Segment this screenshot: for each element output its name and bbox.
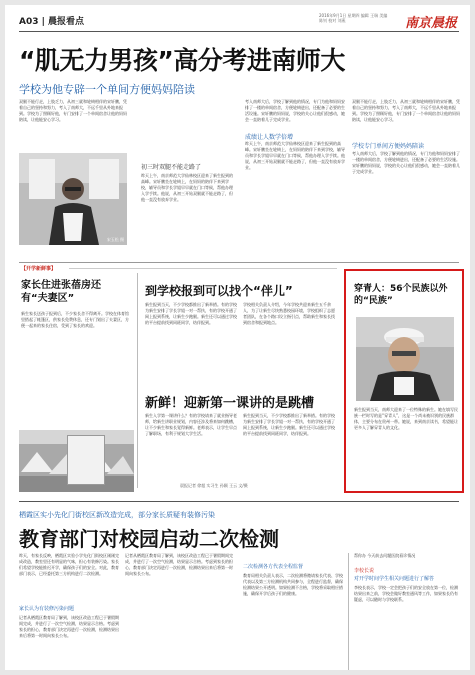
lead-section-head-1: 成绩让人数学倍增 <box>245 134 294 141</box>
bottom-kicker: 栖霞区实小先化门街校区新改造完成，部分家长质疑有装修污染 <box>19 511 215 519</box>
book-photo <box>67 435 105 485</box>
lead-headline: “肌无力男孩”高分考进南师大 <box>19 46 345 75</box>
highlight-photo <box>356 317 454 401</box>
feature-credits: 晨报记者 徐超 实习生 孙颖 王云 文/摄 <box>180 483 248 488</box>
bottom-headline: 教育部门对校园启动二次检测 <box>19 527 279 551</box>
girl-with-cap-illustration <box>356 317 454 401</box>
bottom-col1-body-2: 记者从栖霞区教育局了解到，该校区改造工程已于暑假期间完成，并进行了一次空气检测，结果显示合格。考虑到家长的担心，教育部门决定再进行一次检测，检测结果出来后将第一时间向家长公布。 <box>19 615 119 638</box>
divider-tag <box>69 268 337 269</box>
student-photo-illustration <box>19 153 127 245</box>
bottom-col3-body: 教育局相关负责人表示，二次检测将邀请家长代表、学校代表以及第三方检测机构共同参与，全程进行监督，确保检测结果公开透明。如果检测不合格，学校将采取相应措施，确保开学后孩子们的健康。 <box>243 573 343 596</box>
bottom-col4-head: 李校长说 <box>354 568 375 574</box>
feature-left-body: 新生家长送孩子报到后，不少家长舍不得离开。学校在体育馆里搭起了帐篷区，供家长免费休息，还专门划出了夫妻区，方便一起来的家长住宿，受到了家长的欢迎。 <box>21 311 129 328</box>
lead-body-col4-top: 双腿不能行走，上肢乏力，从初三就和轮椅相伴的宋轩鹏，凭着自己的坚持和努力，考入了南师大，不远千里从外地来报到。学校为了照顾好他，专门安排了一个单间宿舍让他的妈妈陪读，让他能安心学习。 <box>352 99 460 122</box>
newspaper-page <box>5 5 470 670</box>
lead-subheadline: 学校为他专辟一个单间方便妈妈陪读 <box>19 83 195 96</box>
bottom-col4-note: 帮你办 今天前去问题医院看诊情况 <box>354 553 416 558</box>
highlight-box <box>344 269 464 493</box>
column-rule-bottom <box>348 553 349 670</box>
bottom-col2-body: 记者从栖霞区教育局了解到，该校区改造工程已于暑假期间完成，并进行了一次空气检测，结果显示合格。考虑到家长的担心，教育部门决定再进行一次检测，检测结果出来后将第一时间向家长公布。 <box>125 553 233 576</box>
feature-left-headline: 家长住进张蓓房还有“夫妻区” <box>21 280 101 304</box>
bottom-col1-body: 昨天，有家长反映，栖霞区实验小学先化门街校区刚刚完成改造，教室里还有明显的气味，担心有装修污染。家长们希望学校能推迟开学，确保孩子们的安全。对此，教育部门表示，已经委托第三方机构进行二次检测。 <box>19 553 119 576</box>
lead-photo <box>19 153 127 245</box>
lead-body-col4: 考入南师大后，学校了解到他的情况，专门为他和妈妈安排了一楼的单间宿舍，方便轮椅进出，还配备了必要的生活设施。宋轩鹏的妈妈说，学校的关心让他们很感动，她会一直陪着儿子完成学业。 <box>352 151 460 174</box>
section-label: A03 | 晨报看点 <box>19 17 85 27</box>
bottom-col4-sub: 对开学时间学生相关问题进行了解答 <box>354 576 435 582</box>
bottom-col4-body: 李校长表示，学校一定会把孩子们的安全放在第一位，检测结果出来之前，学校会做好教室通风等工作，如果家长仍有疑虑，可以随时与学校联系。 <box>354 585 458 602</box>
feature-middle-headline: 到学校报到可以找个“伴儿” <box>145 284 293 298</box>
divider-top <box>19 262 459 263</box>
lead-body-col3: 昨天上午，南京师范大学仙林校区迎来了新生报到的高峰。宋轩鹏坐在轮椅上，在妈妈的陪伴下来到学校，辅导员和学长学姐早早就在门口等候，帮他办理入学手续。他说，从初三开始双腿就不能走路了，但他一直没有放弃学业。 <box>245 141 345 170</box>
lead-body-intro: 双腿不能行走，上肢乏力，从初三就和轮椅相伴的宋轩鹏，凭着自己的坚持和努力，考入了南师大，不远千里从外地来报到。学校为了照顾好他，专门安排了一个单间宿舍让他的妈妈陪读，让他能安心学习。 <box>19 99 127 122</box>
lead-body-col3-top: 考入南师大后，学校了解到他的情况，专门为他和妈妈安排了一楼的单间宿舍，方便轮椅进出，还配备了必要的生活设施。宋轩鹏的妈妈说，学校的关心让他们很感动，她会一直陪着儿子完成学业。 <box>245 99 345 122</box>
highlight-body: 新生报到当天，南师大迎来了一位特殊的新生。她在填写民族一栏时写的是“穿青人”，这是一个尚未被识别的民族群体，主要分布在贵州一带。她说，来到南京读书，希望能让更多人了解穿青人的文化。 <box>354 407 458 430</box>
pull-quote: 初三时双腿不能走路了 <box>141 164 202 171</box>
page-header <box>19 11 459 32</box>
feature-second-body-2: 新生报到当天，不少学校都推出了新举措。有的学校为新生安排了学长学姐一对一帮扶，有的学校开通了网上报到系统，让新生少跑腿。新生还可以通过学校的平台提前找到同班同学，结伴报到。 <box>243 413 335 436</box>
feature-middle-body-2: 学校相关负责人介绍，今年学校共迎来新生五千余人，为了让新生尽快熟悉校园环境，学校组织了志愿者团队，在各个路口设立指引点，帮助新生和家长找到宿舍和报到地点。 <box>243 302 335 325</box>
highlight-headline: 穿青人：56个民族以外的“民族” <box>354 284 448 306</box>
newspaper-logo: 南京晨报 <box>404 16 457 31</box>
divider-bottom <box>19 501 459 502</box>
issue-meta: 2016年9月1日 星期四 编辑 王瑞 美编 陈钊 校对 刘燕 <box>319 13 388 23</box>
lead-section-head-2: 学校专门单间方便妈妈陪读 <box>352 143 425 150</box>
feature-tag: 【开学新鲜事】 <box>21 266 57 272</box>
bottom-col3-head: 二次检测各方代表全程监督 <box>243 564 304 570</box>
column-rule-1 <box>137 273 138 488</box>
bottom-col1-head: 家长认为有装修污染问题 <box>19 606 75 612</box>
feature-middle-body: 新生报到当天，不少学校都推出了新举措。有的学校为新生安排了学长学姐一对一帮扶，有的学校开通了网上报到系统，让新生少跑腿。新生还可以通过学校的平台提前找到同班同学，结伴报到。 <box>145 302 237 325</box>
photo-caption: 宋玉松 摄 <box>106 237 124 242</box>
lead-body-col2: 昨天上午，南京师范大学仙林校区迎来了新生报到的高峰。宋轩鹏坐在轮椅上，在妈妈的陪伴下来到学校，辅导员和学长学姐早早就在门口等候，帮他办理入学手续。他说，从初三开始双腿就不能走路了，但他一直没有放弃学业。 <box>141 173 233 202</box>
feature-second-headline: 新鲜！迎新第一课讲的是跳槽 <box>145 396 315 411</box>
feature-second-body: 新生入学第一课讲什么？有的学校请来了就业指导老师，给新生讲职业规划，内容还涉及将来如何跳槽，让不少新生和家长觉得新鲜。老师表示，让学生早点了解职场，有利于规划大学生活。 <box>145 413 237 436</box>
